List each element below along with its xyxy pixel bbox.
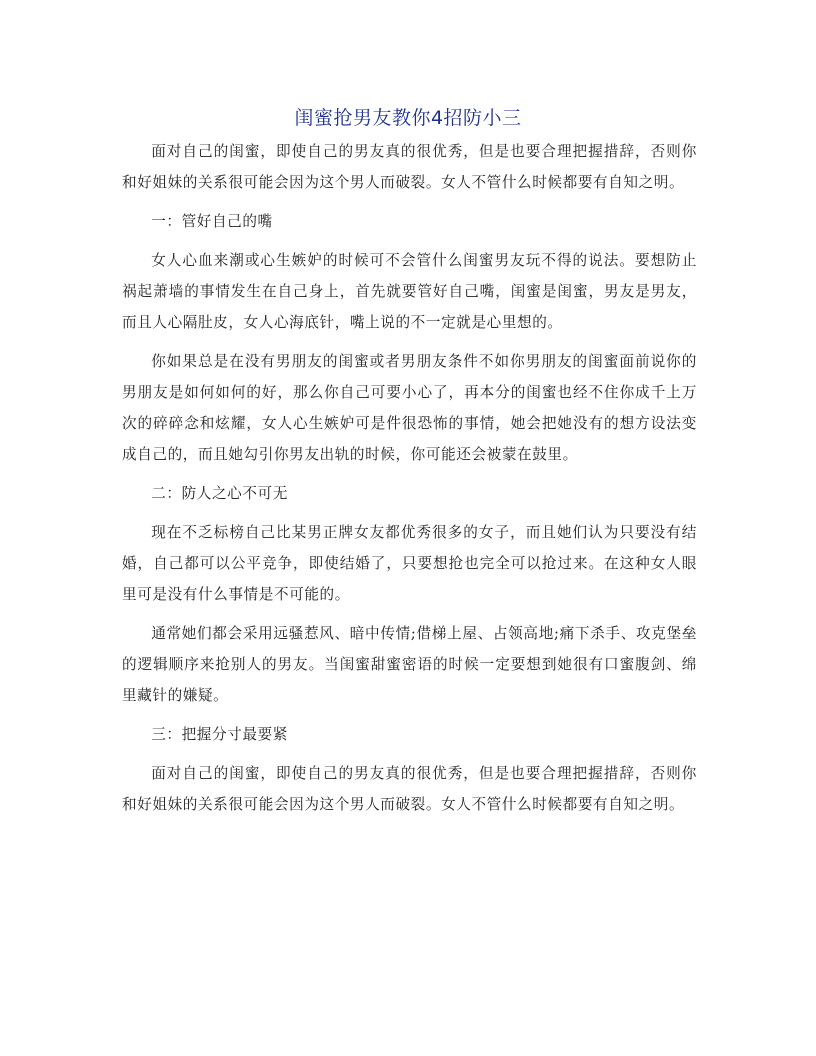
section-heading-2: 二：防人之心不可无 xyxy=(151,485,288,502)
document-body xyxy=(122,136,697,828)
paragraph-section1-a: 女人心血来潮或心生嫉妒的时候可不会管什么闺蜜男友玩不得的说法。要想防止祸起萧墙的事情发生在自己身上，首先就要管好自己嘴，闺蜜是闺蜜，男友是男友，而且人心隔肚皮，女人心海底针，嘴上说的不一定就是心里想的。 xyxy=(122,252,697,331)
paragraph-section3: 面对自己的闺蜜，即使自己的男友真的很优秀，但是也要合理把握措辞，否则你和好姐妹的关系很可能会因为这个男人而破裂。女人不管什么时候都要有自知之明。 xyxy=(122,765,697,813)
section-heading-1: 一：管好自己的嘴 xyxy=(151,213,273,230)
paragraph-section2-a: 现在不乏标榜自己比某男正牌女友都优秀很多的女子，而且她们认为只要没有结婚，自己都可以公平竞争，即使结婚了，只要想抢也完全可以抢过来。在这种女人眼里可是没有什么事情是不可能的。 xyxy=(122,524,697,603)
document-title: 闺蜜抢男友教你4招防小三 xyxy=(294,107,522,129)
paragraph-section1-b: 你如果总是在没有男朋友的闺蜜或者男朋友条件不如你男朋友的闺蜜面前说你的男朋友是如何如何的好，那么你自己可要小心了，再本分的闺蜜也经不住你成千上万次的碎碎念和炫耀，女人心生嫉妒可是件很恐怖的事情，她会把她没有的想方设法变成自己的，而且她勾引你男友出轨的时候，你可能还会被蒙在鼓里。 xyxy=(122,353,697,463)
paragraph-intro: 面对自己的闺蜜，即使自己的男友真的很优秀，但是也要合理把握措辞，否则你和好姐妹的关系很可能会因为这个男人而破裂。女人不管什么时候都要有自知之明。 xyxy=(122,143,697,191)
paragraph-section2-b: 通常她们都会采用远骚惹风、暗中传情;借梯上屋、占领高地;痛下杀手、攻克堡垒的逻辑顺序来抢别人的男友。当闺蜜甜蜜密语的时候一定要想到她很有口蜜腹剑、绵里藏针的嫌疑。 xyxy=(122,625,697,704)
section-heading-3: 三：把握分寸最要紧 xyxy=(151,726,288,743)
